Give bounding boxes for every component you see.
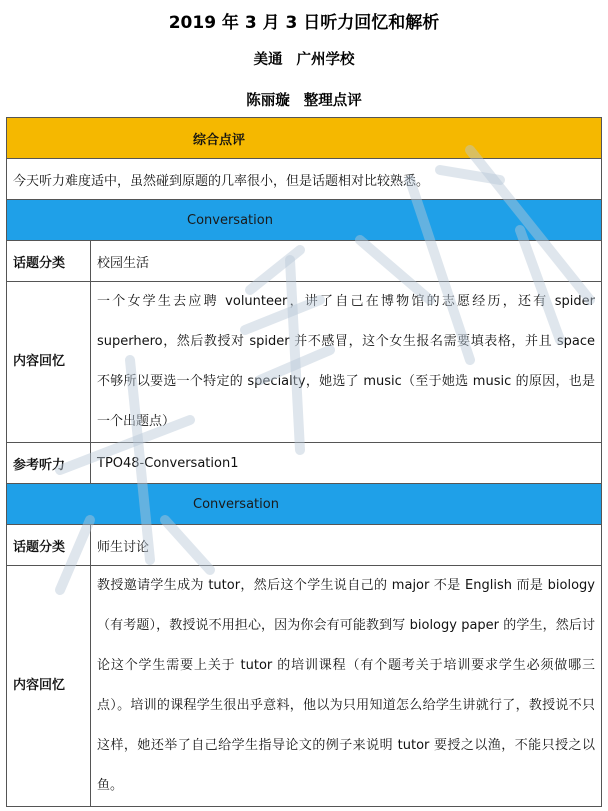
section-2-content-text: 教授邀请学生成为 tutor，然后这个学生说自己的 major 不是 English 而是 biology（有考题），教授说不用担心，因为你会有可能教到写 biology paper 的学生，然后讨论这个学生需要上关于 tutor 的培训课程（有个题考关于培训要求学生必须做哪三点）。培训的课程学生很出乎意料，他以为只用知道怎么给学生讲就行了，教授说不只这样，她还举了自己给学生指导论文的例子来说明 tutor 要授之以渔，不能只授之以鱼。 [91,566,602,807]
section-1-ref-row [7,443,602,484]
section-1-ref-value: TPO48-Conversation1 [91,443,602,484]
section-2-topic-value: 师生讨论 [91,525,602,566]
summary-text: 今天听力难度适中，虽然碰到原题的几率很小，但是话题相对比较熟悉。 [7,159,602,200]
summary-heading: 综合点评 [7,118,602,159]
subtitle-school: 广州学校 [296,52,355,68]
section-2-heading: Conversation [7,484,602,525]
section-2-topic-row [7,525,602,566]
section-2-content-row [7,566,602,807]
page-title: 2019 年 3 月 3 日听力回忆和解析 [168,13,440,33]
section-1-topic-label: 话题分类 [7,241,91,282]
section-1-topic-value: 校园生活 [91,241,602,282]
section-1-topic-row [7,241,602,282]
section-2-content-label: 内容回忆 [7,566,91,807]
section-1-heading: Conversation [7,200,602,241]
summary-row [7,159,602,200]
report-table [6,117,602,807]
section-1-ref-label: 参考听力 [7,443,91,484]
section-1-header-row [7,200,602,241]
section-1-content-text: 一个女学生去应聘 volunteer，讲了自己在博物馆的志愿经历，还有 spider superhero，然后教授对 spider 并不感冒，这个女生报名需要填表格，并且 space 不够所以要选一个特定的 specialty，她选了 music（至于她选 music 的原因，也是一个出题点） [91,282,602,443]
author-role: 整理点评 [303,93,362,109]
page-author [0,89,608,110]
section-2-header-row [7,484,602,525]
summary-header-row [7,118,602,159]
author-name: 陈丽璇 [246,93,290,109]
subtitle-org: 美通 [253,52,283,68]
page-subtitle [0,48,608,69]
section-2-topic-label: 话题分类 [7,525,91,566]
section-1-content-label: 内容回忆 [7,282,91,443]
section-1-content-row [7,282,602,443]
